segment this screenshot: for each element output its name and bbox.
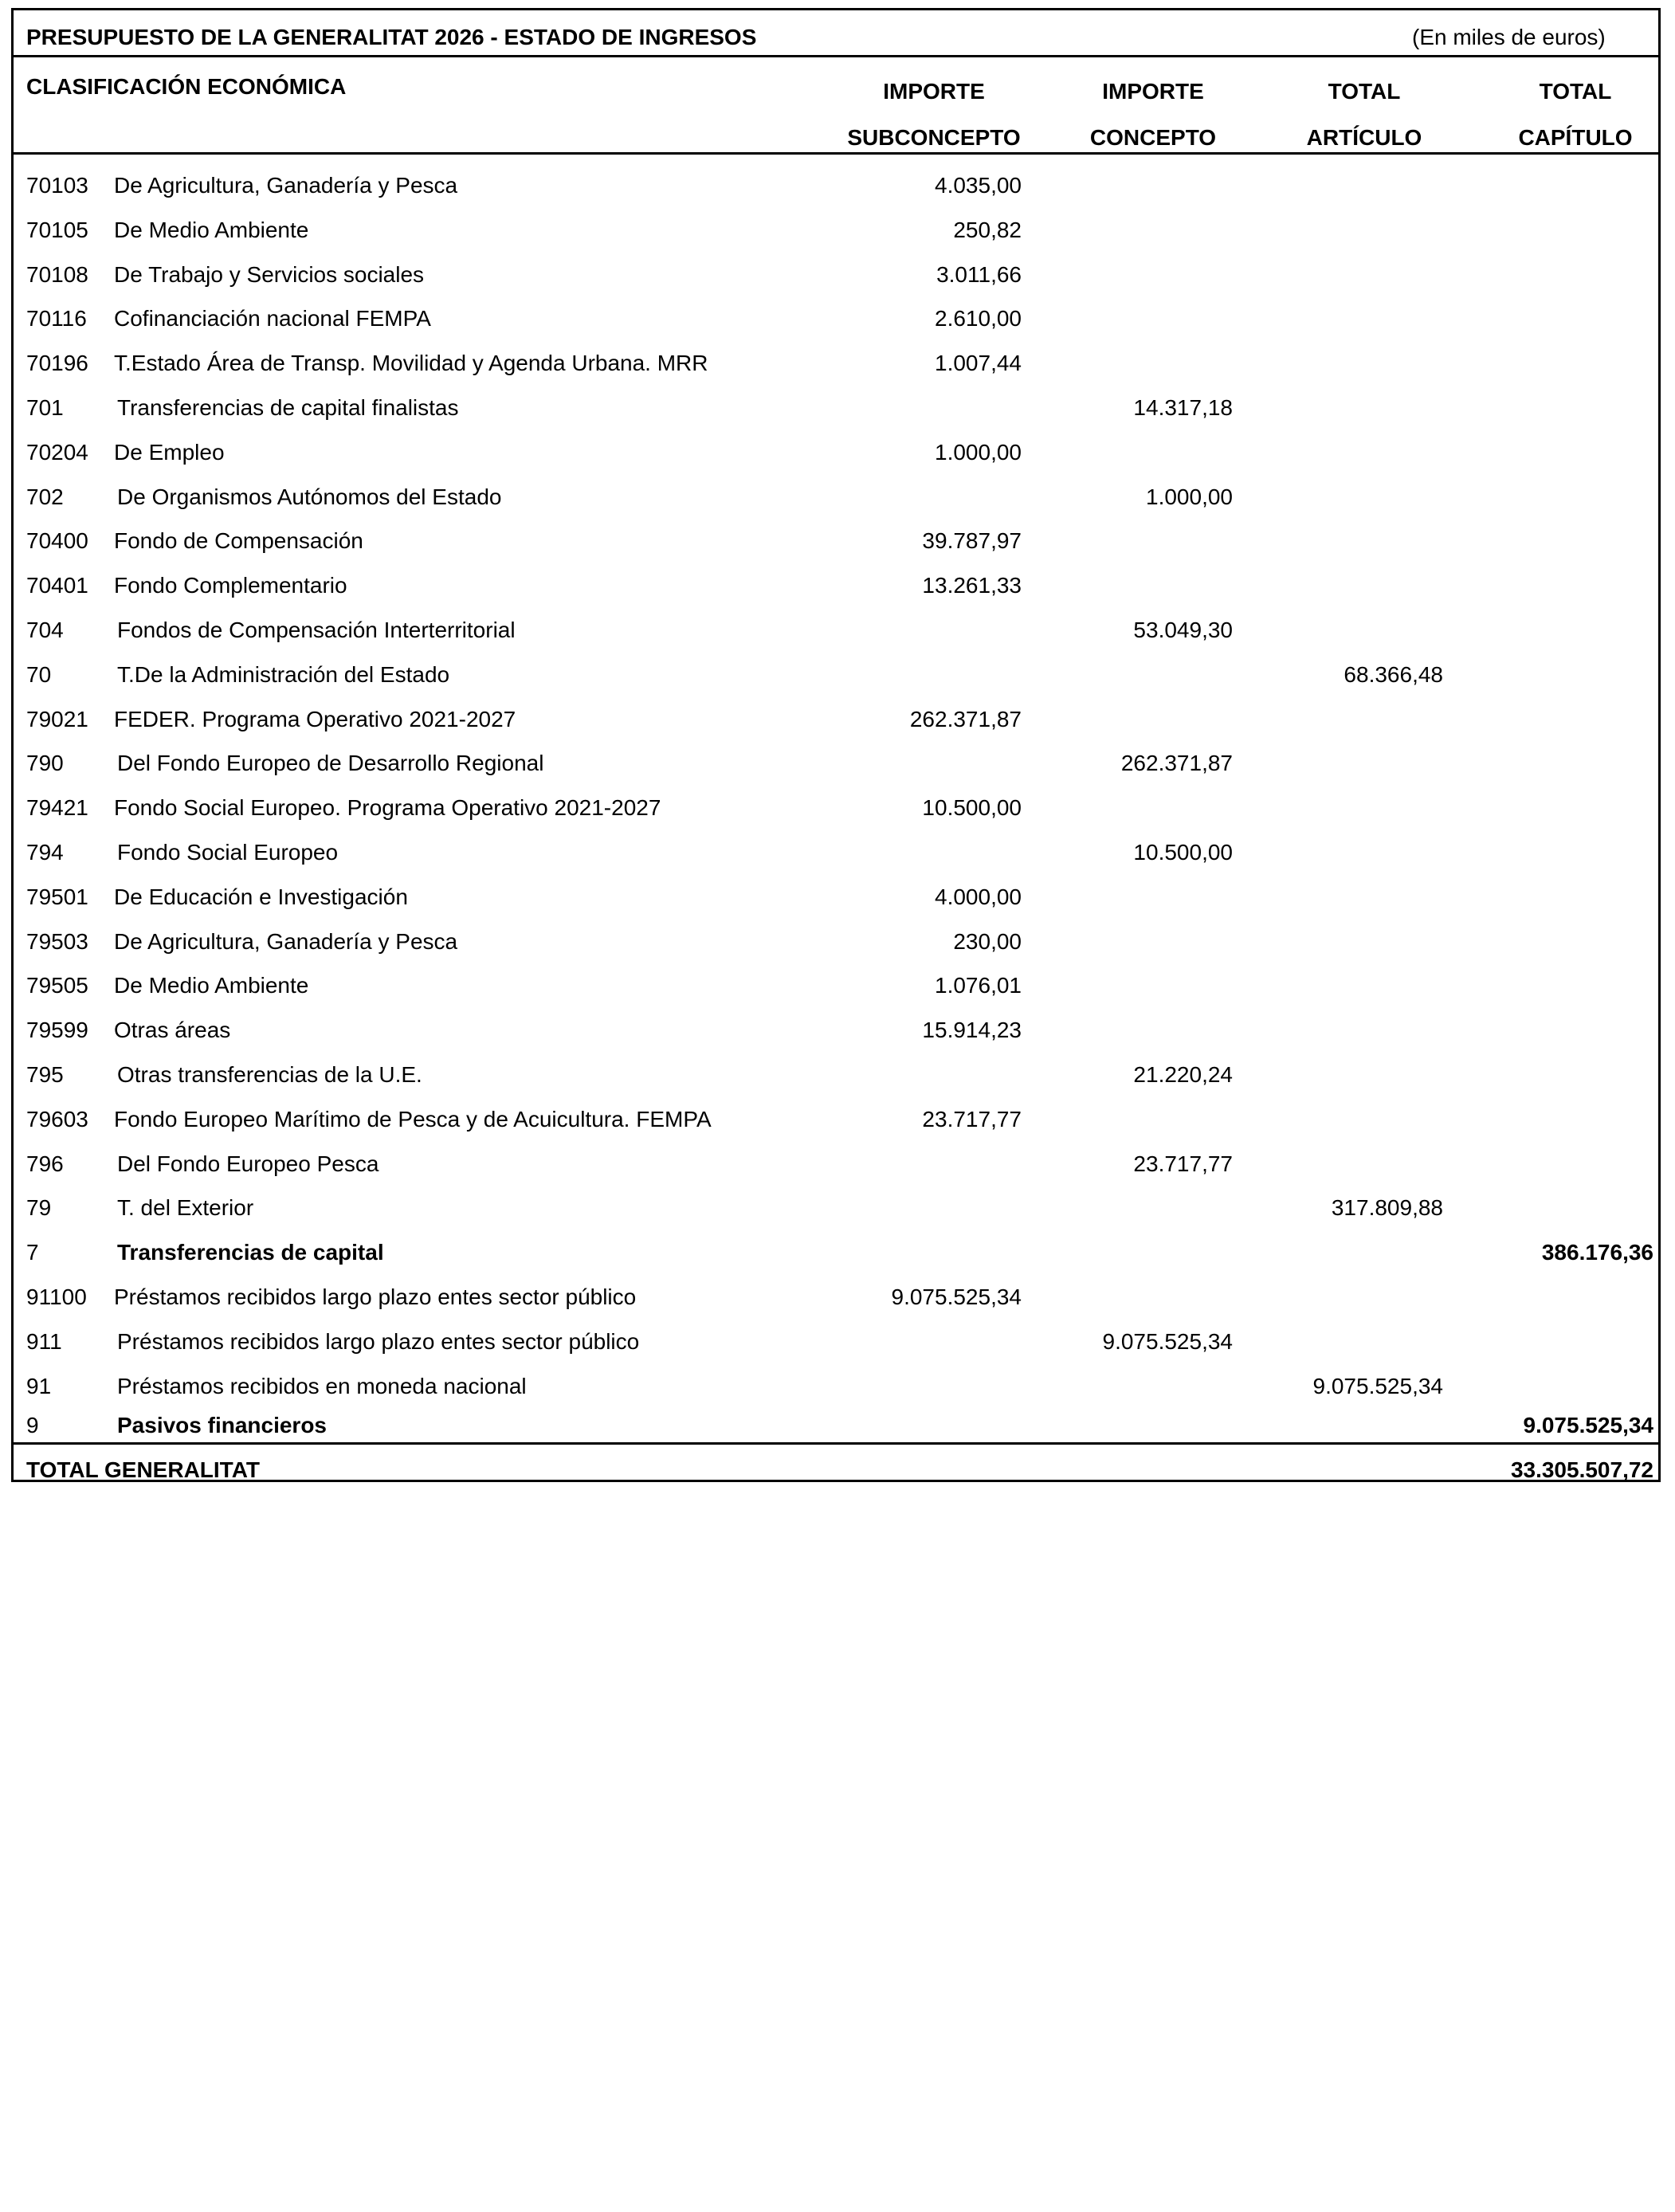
row-importe-concepto: 9.075.525,34: [1102, 1329, 1233, 1354]
table-row: [14, 839, 1658, 866]
row-importe-concepto: 10.500,00: [1133, 840, 1233, 865]
table-row: [14, 439, 1658, 466]
col-header-concepto-line2: CONCEPTO: [1089, 125, 1217, 150]
row-importe-subconcepto: 13.261,33: [922, 573, 1022, 598]
row-importe-subconcepto: 4.000,00: [935, 884, 1022, 909]
table-row: [14, 261, 1658, 288]
row-description: Otras transferencias de la U.E.: [117, 1062, 422, 1087]
row-code: 70400: [26, 528, 88, 553]
total-divider: [14, 1442, 1658, 1445]
row-code: 7: [26, 1240, 39, 1265]
table-row: [14, 1194, 1658, 1222]
table-row: [14, 750, 1658, 777]
header-divider: [14, 152, 1658, 155]
table-row: [14, 172, 1658, 199]
row-code: 795: [26, 1062, 64, 1087]
row-importe-subconcepto: 2.610,00: [935, 306, 1022, 331]
table-row: [14, 572, 1658, 599]
row-code: 70: [26, 662, 52, 687]
row-description: T. del Exterior: [117, 1195, 254, 1220]
table-row: [14, 1284, 1658, 1311]
row-importe-subconcepto: 1.076,01: [935, 973, 1022, 998]
row-importe-concepto: 1.000,00: [1146, 484, 1233, 509]
table-row: [14, 928, 1658, 955]
row-importe-concepto: 262.371,87: [1120, 751, 1233, 775]
row-code: 911: [26, 1329, 62, 1354]
table-row: [14, 884, 1658, 911]
row-code: 796: [26, 1151, 64, 1176]
row-description: FEDER. Programa Operativo 2021-2027: [114, 707, 516, 731]
row-description: De Trabajo y Servicios sociales: [114, 262, 425, 287]
row-importe-subconcepto: 1.007,44: [935, 351, 1022, 375]
row-description: Del Fondo Europeo de Desarrollo Regional: [117, 751, 544, 775]
table-row: [14, 617, 1658, 644]
table-row: [14, 661, 1658, 688]
row-description: De Agricultura, Ganadería y Pesca: [114, 173, 458, 198]
row-description: De Empleo: [114, 440, 225, 465]
row-description: De Agricultura, Ganadería y Pesca: [114, 929, 458, 954]
row-importe-subconcepto: 4.035,00: [935, 173, 1022, 198]
row-code: 79: [26, 1195, 52, 1220]
row-code: 70204: [26, 440, 88, 465]
row-description: Pasivos financieros: [117, 1413, 328, 1437]
row-code: 79503: [26, 929, 88, 954]
row-importe-concepto: 53.049,30: [1133, 618, 1233, 642]
col-header-subconcepto-line2: SUBCONCEPTO: [847, 125, 1021, 150]
table-row: [14, 794, 1658, 822]
row-code: 79421: [26, 795, 88, 820]
row-importe-subconcepto: 23.717,77: [922, 1107, 1022, 1131]
total-value: 33.305.507,72: [1510, 1457, 1653, 1482]
row-description: Fondo de Compensación: [114, 528, 363, 553]
table-row: [14, 972, 1658, 999]
row-importe-concepto: 21.220,24: [1133, 1062, 1233, 1087]
row-code: 91: [26, 1374, 52, 1398]
row-importe-subconcepto: 9.075.525,34: [891, 1284, 1022, 1309]
table-row: [14, 394, 1658, 422]
table-row: [14, 484, 1658, 511]
row-code: 70105: [26, 218, 88, 242]
col-header-concepto-line1: IMPORTE: [1102, 79, 1204, 104]
row-importe-concepto: 14.317,18: [1133, 395, 1233, 420]
row-importe-subconcepto: 15.914,23: [922, 1018, 1022, 1042]
col-header-capitulo-line1: TOTAL: [1539, 79, 1612, 104]
table-row: [14, 350, 1658, 377]
table-row: [14, 706, 1658, 733]
title-divider: [14, 55, 1658, 57]
units-note: (En miles de euros): [1412, 25, 1606, 49]
row-code: 70116: [26, 306, 87, 331]
row-description: T.Estado Área de Transp. Movilidad y Agenda Urbana. MRR: [114, 351, 708, 375]
row-description: Del Fondo Europeo Pesca: [117, 1151, 379, 1176]
col-header-capitulo-line2: CAPÍTULO: [1518, 125, 1633, 150]
row-description: Cofinanciación nacional FEMPA: [114, 306, 431, 331]
total-label: TOTAL GENERALITAT: [26, 1457, 260, 1482]
document-title: PRESUPUESTO DE LA GENERALITAT 2026 - ESTADO DE INGRESOS: [26, 25, 757, 49]
row-code: 79021: [26, 707, 88, 731]
row-code: 70196: [26, 351, 88, 375]
row-description: Préstamos recibidos largo plazo entes sector público: [117, 1329, 640, 1354]
row-description: Otras áreas: [114, 1018, 231, 1042]
table-row: [14, 1328, 1658, 1355]
classification-header: CLASIFICACIÓN ECONÓMICA: [26, 74, 347, 99]
table-row: [14, 1106, 1658, 1133]
row-description: De Medio Ambiente: [114, 218, 309, 242]
row-description: De Organismos Autónomos del Estado: [117, 484, 502, 509]
row-description: De Medio Ambiente: [114, 973, 309, 998]
row-importe-subconcepto: 10.500,00: [922, 795, 1022, 820]
row-description: Fondos de Compensación Interterritorial: [117, 618, 516, 642]
row-description: Fondo Complementario: [114, 573, 347, 598]
row-total-capitulo: 386.176,36: [1541, 1240, 1653, 1265]
row-code: 790: [26, 751, 64, 775]
row-description: Préstamos recibidos largo plazo entes sector público: [114, 1284, 637, 1309]
table-row: [14, 1061, 1658, 1088]
col-header-subconcepto-line1: IMPORTE: [883, 79, 985, 104]
row-code: 79599: [26, 1018, 88, 1042]
row-code: 701: [26, 395, 64, 420]
table-row: [14, 1373, 1658, 1400]
row-total-articulo: 68.366,48: [1344, 662, 1443, 687]
row-total-capitulo: 9.075.525,34: [1523, 1413, 1653, 1437]
row-code: 91100: [26, 1284, 87, 1309]
row-importe-subconcepto: 230,00: [953, 929, 1022, 954]
row-importe-concepto: 23.717,77: [1133, 1151, 1233, 1176]
row-description: Fondo Social Europeo: [117, 840, 339, 865]
row-description: Fondo Social Europeo. Programa Operativo 2021-2027: [114, 795, 661, 820]
row-total-articulo: 317.809,88: [1331, 1195, 1443, 1220]
row-code: 70103: [26, 173, 88, 198]
table-row: [14, 1412, 1658, 1439]
table-row: [14, 528, 1658, 555]
col-header-articulo-line1: TOTAL: [1328, 79, 1401, 104]
row-code: 79501: [26, 884, 88, 909]
budget-table: [11, 8, 1661, 1482]
row-code: 9: [26, 1413, 39, 1437]
row-description: Transferencias de capital: [117, 1240, 384, 1265]
row-description: De Educación e Investigación: [114, 884, 408, 909]
table-row: [14, 1151, 1658, 1178]
row-importe-subconcepto: 1.000,00: [935, 440, 1022, 465]
row-importe-subconcepto: 39.787,97: [922, 528, 1022, 553]
row-description: Préstamos recibidos en moneda nacional: [117, 1374, 527, 1398]
table-row: [14, 217, 1658, 244]
row-code: 70401: [26, 573, 88, 598]
row-code: 702: [26, 484, 64, 509]
row-description: Transferencias de capital finalistas: [117, 395, 459, 420]
row-importe-subconcepto: 250,82: [953, 218, 1022, 242]
row-total-articulo: 9.075.525,34: [1312, 1374, 1443, 1398]
table-row: [14, 1239, 1658, 1266]
table-row: [14, 1017, 1658, 1044]
col-header-articulo-line2: ARTÍCULO: [1306, 125, 1422, 150]
row-description: T.De la Administración del Estado: [117, 662, 450, 687]
row-code: 704: [26, 618, 64, 642]
row-code: 794: [26, 840, 64, 865]
row-code: 70108: [26, 262, 88, 287]
row-importe-subconcepto: 262.371,87: [909, 707, 1022, 731]
row-code: 79505: [26, 973, 88, 998]
row-importe-subconcepto: 3.011,66: [936, 262, 1022, 287]
table-row: [14, 305, 1658, 332]
row-code: 79603: [26, 1107, 88, 1131]
row-description: Fondo Europeo Marítimo de Pesca y de Acuicultura. FEMPA: [114, 1107, 712, 1131]
